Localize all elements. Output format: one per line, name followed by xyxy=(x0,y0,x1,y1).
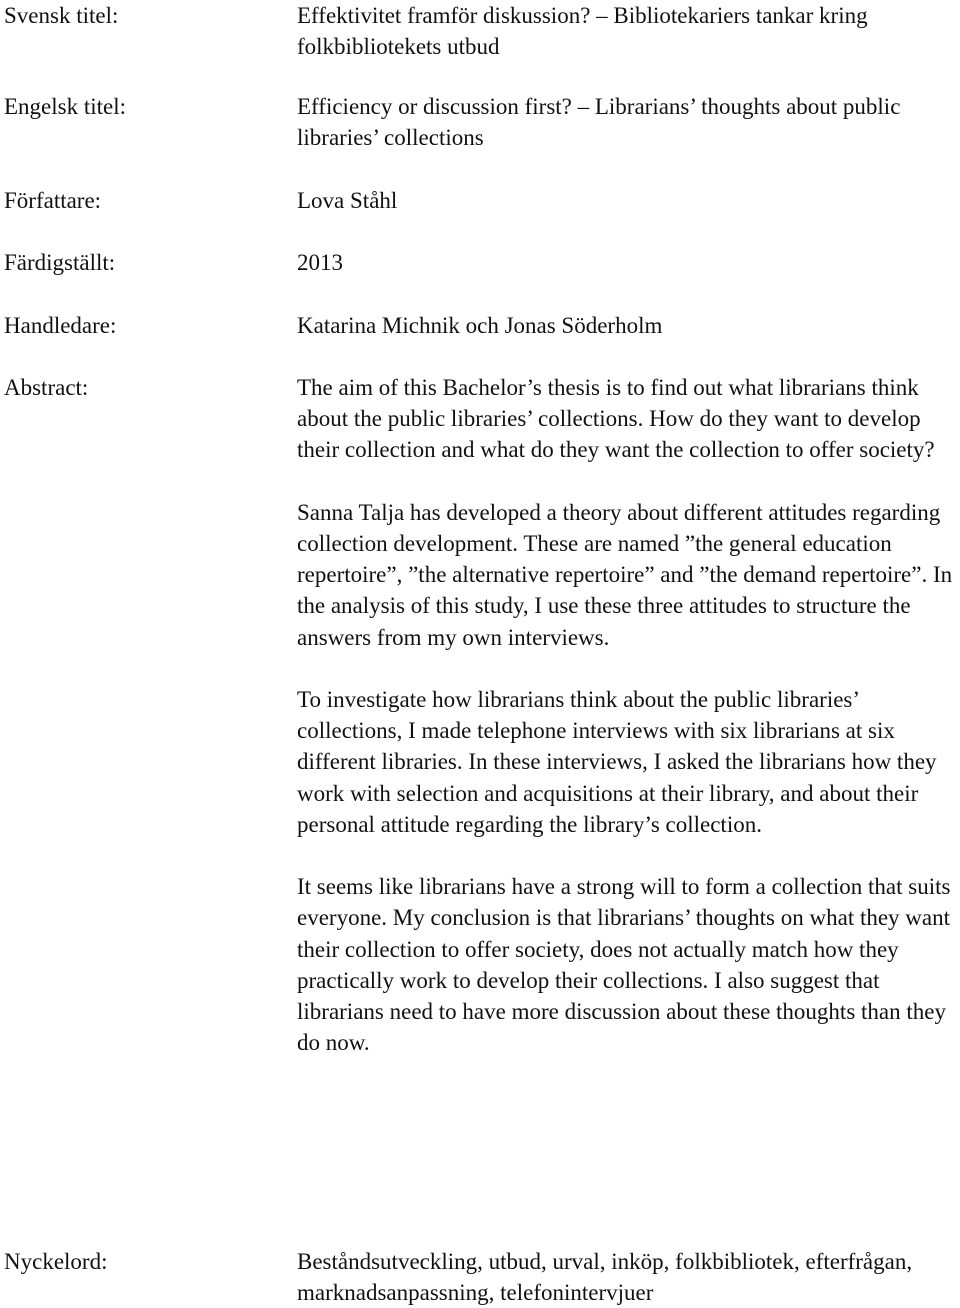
abstract-paragraph: To investigate how librarians think about the public libraries’ collections, I made telephone interviews with six librarians at six different libraries. In these interviews, I asked the librarians how they work with selection and acquisitions at their library, and about their personal attitude regarding the library’s collection. xyxy=(297,687,937,837)
handledare-label: Handledare: xyxy=(4,313,117,338)
engelsk-titel-value: Efficiency or discussion first? – Librarians’ thoughts about public libraries’ collections xyxy=(297,94,901,151)
abstract-paragraph: Sanna Talja has developed a theory about different attitudes regarding collection development. These are named ”the general education repertoire”, ”the alternative repertoire” and ”the demand repertoire”. In the analysis of this study, I use these three attitudes to structure the answers from my own interviews. xyxy=(297,499,953,650)
abstract-label: Abstract: xyxy=(4,375,89,400)
abstract-paragraph: The aim of this Bachelor’s thesis is to find out what librarians think about the public libraries’ collections. How do they want to develop their collection and what do they want the collection to offer society? xyxy=(297,375,935,463)
fardigstallt-label: Färdigställt: xyxy=(4,250,116,275)
forfattare-label: Författare: xyxy=(4,188,102,213)
engelsk-titel-label: Engelsk titel: xyxy=(4,94,127,119)
nyckelord-value: Beståndsutveckling, utbud, urval, inköp, folkbibliotek, efterfrågan, marknadsanpassning, telefonintervjuer xyxy=(297,1249,913,1306)
abstract-body xyxy=(297,372,957,1090)
forfattare-value: Lova Ståhl xyxy=(297,188,398,213)
svensk-titel-label: Svensk titel: xyxy=(4,3,119,28)
fardigstallt-value: 2013 xyxy=(297,250,343,275)
handledare-value: Katarina Michnik och Jonas Söderholm xyxy=(297,313,663,338)
nyckelord-label: Nyckelord: xyxy=(4,1249,108,1274)
abstract-paragraph: It seems like librarians have a strong will to form a collection that suits everyone. My conclusion is that librarians’ thoughts on what they want their collection to offer society, does not actually match how they practically work to develop their collections. I also suggest that librarians need to have more discussion about these thoughts than they do now. xyxy=(297,874,951,1056)
svensk-titel-value: Effektivitet framför diskussion? – Bibliotekariers tankar kring folkbibliotekets utbud xyxy=(297,3,868,60)
